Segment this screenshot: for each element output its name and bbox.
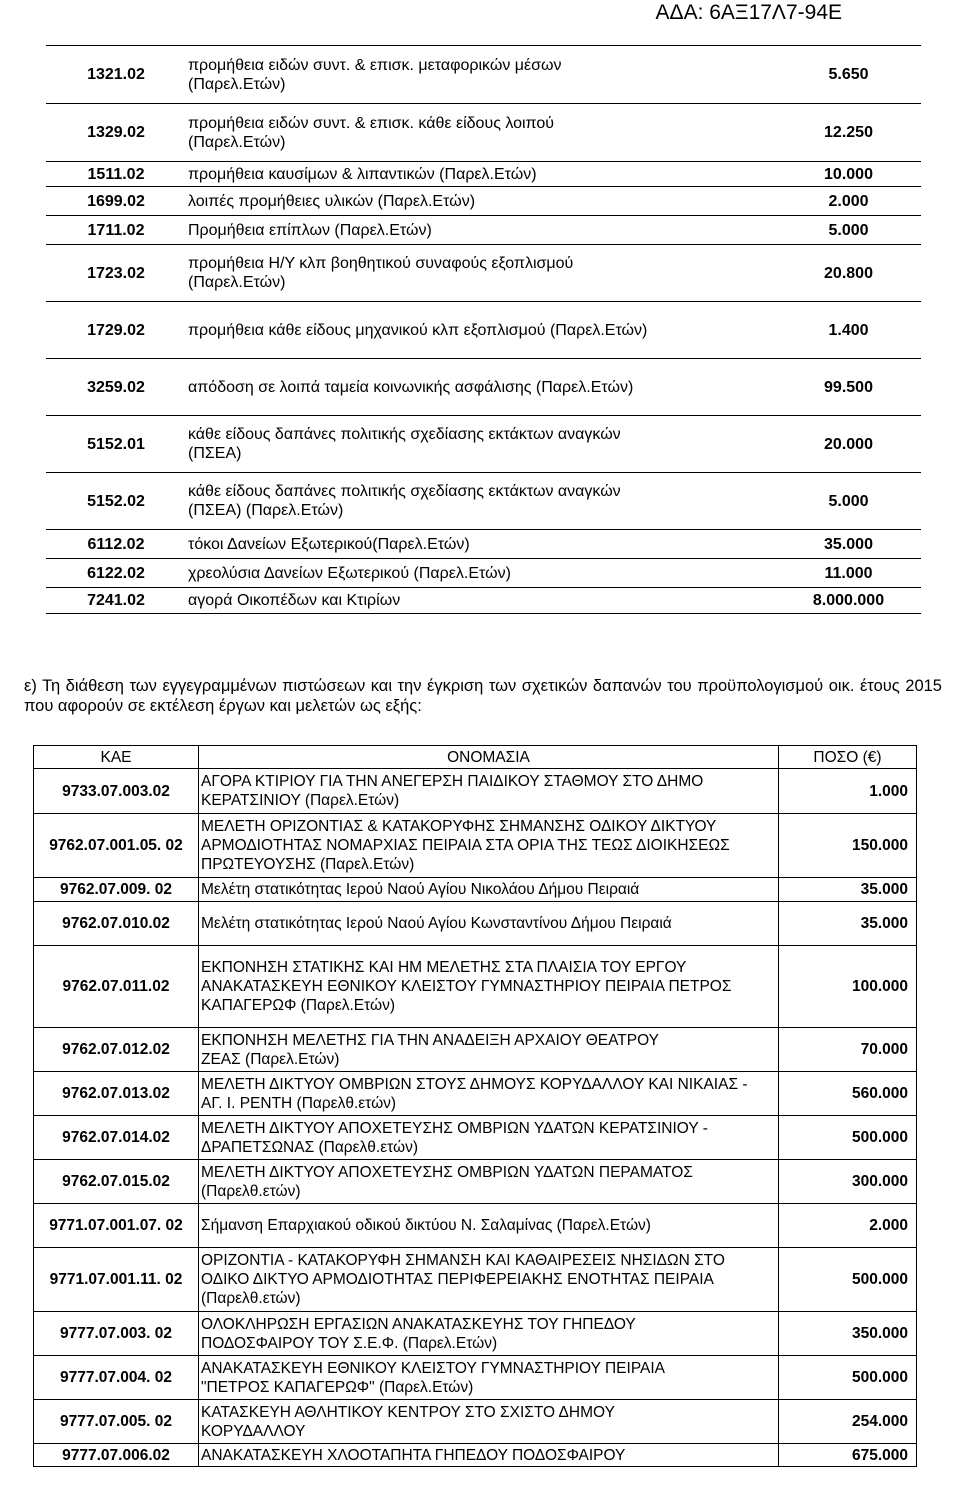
table-row (34, 1072, 917, 1116)
name-cell: ΑΝΑΚΑΤΑΣΚΕΥΗ ΧΛΟΟΤΑΠΗΤΑ ΓΗΠΕΔΟΥ ΠΟΔΟΣΦΑΙΡΟΥ (199, 1444, 779, 1467)
table-row (46, 245, 921, 302)
amount-cell: 10.000 (824, 165, 873, 183)
name-cell: ΕΚΠΟΝΗΣΗ ΣΤΑΤΙΚΗΣ ΚΑΙ ΗΜ ΜΕΛΕΤΗΣ ΣΤΑ ΠΛΑΙΣΙΑ ΤΟΥ ΕΡΓΟΥ ΑΝΑΚΑΤΑΣΚΕΥΗ ΕΘΝΙΚΟΥ ΚΛΕΙΣΤΟΥ ΓΥΜΝΑΣΤΗΡΙΟΥ ΠΕΙΡΑΙΑ ΠΕΤΡΟΣ ΚΑΠΑΓΕΡΩΦ (Παρελ.Ετών) (199, 946, 779, 1028)
table-row (34, 1356, 917, 1400)
code-cell: 1699.02 (87, 192, 145, 210)
table-row (46, 359, 921, 416)
kae-cell: 9762.07.011.02 (34, 946, 199, 1028)
kae-cell: 9771.07.001.11. 02 (34, 1248, 199, 1312)
amount-cell: 5.000 (828, 221, 869, 239)
amount-cell: 1.400 (828, 321, 869, 339)
table-row (34, 814, 917, 878)
table-row (46, 416, 921, 473)
name-cell: ΜΕΛΕΤΗ ΔΙΚΤΥΟΥ ΑΠΟΧΕΤΕΥΣΗΣ ΟΜΒΡΙΩΝ ΥΔΑΤΩΝ ΠΕΡΑΜΑΤΟΣ (Παρελθ.ετών) (199, 1160, 779, 1204)
name-cell: Μελέτη στατικότητας Ιερού Ναού Αγίου Κωνσταντίνου Δήμου Πειραιά (199, 902, 779, 946)
name-cell: Σήμανση Επαρχιακού οδικού δικτύου Ν. Σαλαμίνας (Παρελ.Ετών) (199, 1204, 779, 1248)
code-cell: 1511.02 (87, 165, 145, 183)
name-cell: ΜΕΛΕΤΗ ΟΡΙΖΟΝΤΙΑΣ & ΚΑΤΑΚΟΡΥΦΗΣ ΣΗΜΑΝΣΗΣ ΟΔΙΚΟΥ ΔΙΚΤΥΟΥ ΑΡΜΟΔΙΟΤΗΤΑΣ ΝΟΜΑΡΧΙΑΣ ΠΕΙΡΑΙΑ ΣΤΑ ΟΡΙΑ ΤΗΣ ΤΕΩΣ ΔΙΟΙΚΗΣΕΩΣ ΠΡΩΤΕΥΟΥΣΗΣ (Παρελ.Ετών) (199, 814, 779, 878)
amount-cell: 2.000 (828, 192, 869, 210)
name-cell: Μελέτη στατικότητας Ιερού Ναού Αγίου Νικολάου Δήμου Πειραιά (199, 878, 779, 902)
name-cell: ΕΚΠΟΝΗΣΗ ΜΕΛΕΤΗΣ ΓΙΑ ΤΗΝ ΑΝΑΔΕΙΞΗ ΑΡΧΑΙΟΥ ΘΕΑΤΡΟΥ ΖΕΑΣ (Παρελ.Ετών) (199, 1028, 779, 1072)
amount-cell: 675.000 (779, 1444, 917, 1467)
table-row (46, 187, 921, 216)
kae-cell: 9762.07.014.02 (34, 1116, 199, 1160)
table-row (34, 1028, 917, 1072)
desc-cell: λοιπές προμήθειες υλικών (Παρελ.Ετών) (188, 192, 476, 210)
table-row (34, 1312, 917, 1356)
desc-cell: Προμήθεια επίπλων (Παρελ.Ετών) (188, 221, 432, 239)
name-header: ΟΝΟΜΑΣΙΑ (199, 746, 779, 769)
amount-cell: 300.000 (779, 1160, 917, 1204)
amount-cell: 5.650 (828, 66, 869, 83)
name-cell: ΟΡΙΖΟΝΤΙΑ - ΚΑΤΑΚΟΡΥΦΗ ΣΗΜΑΝΣΗ ΚΑΙ ΚΑΘΑΙΡΕΣΕΙΣ ΝΗΣΙΔΩΝ ΣΤΟ ΟΔΙΚΟ ΔΙΚΤΥΟ ΑΡΜΟΔΙΟΤΗΤΑΣ ΠΕΡΙΦΕΡΕΙΑΚΗΣ ΕΝΟΤΗΤΑΣ ΠΕΙΡΑΙΑ (Παρελθ.ετών) (199, 1248, 779, 1312)
desc-cell: προμήθεια ειδών συντ. & επισκ. μεταφορικών μέσων (Παρελ.Ετών) (188, 56, 562, 93)
code-cell: 3259.02 (87, 378, 145, 396)
table-row (34, 1204, 917, 1248)
table-row (34, 1444, 917, 1467)
desc-cell: κάθε είδους δαπάνες πολιτικής σχεδίασης εκτάκτων αναγκών (ΠΣΕΑ) (Παρελ.Ετών) (188, 483, 621, 519)
table-row (34, 1400, 917, 1444)
desc-cell: χρεολύσια Δανείων Εξωτερικού (Παρελ.Ετών) (188, 564, 511, 582)
amount-cell: 35.000 (779, 878, 917, 902)
code-cell: 1723.02 (87, 264, 145, 282)
table-row (34, 1248, 917, 1312)
table-row (46, 162, 921, 187)
amount-cell: 5.000 (828, 492, 869, 510)
amount-cell: 350.000 (779, 1312, 917, 1356)
table-row (34, 878, 917, 902)
amount-cell: 1.000 (779, 769, 917, 814)
kae-cell: 9762.07.010.02 (34, 902, 199, 946)
desc-cell: αγορά Οικοπέδων και Κτιρίων (188, 592, 401, 609)
kae-cell: 9762.07.001.05. 02 (34, 814, 199, 878)
amount-cell: 500.000 (779, 1116, 917, 1160)
name-cell: ΚΑΤΑΣΚΕΥΗ ΑΘΛΗΤΙΚΟΥ ΚΕΝΤΡΟΥ ΣΤΟ ΣΧΙΣΤΟ ΔΗΜΟΥ ΚΟΡΥΔΑΛΛΟΥ (199, 1400, 779, 1444)
amount-cell: 8.000.000 (812, 592, 885, 609)
name-cell: ΜΕΛΕΤΗ ΔΙΚΤΥΟΥ ΑΠΟΧΕΤΕΥΣΗΣ ΟΜΒΡΙΩΝ ΥΔΑΤΩΝ ΚΕΡΑΤΣΙΝΙΟΥ - ΔΡΑΠΕΤΣΩΝΑΣ (Παρελθ.ετών) (199, 1116, 779, 1160)
table-row (34, 1160, 917, 1204)
name-cell: ΑΓΟΡΑ ΚΤΙΡΙΟΥ ΓΙΑ ΤΗΝ ΑΝΕΓΕΡΣΗ ΠΑΙΔΙΚΟΥ ΣΤΑΘΜΟΥ ΣΤΟ ΔΗΜΟ ΚΕΡΑΤΣΙΝΙΟΥ (Παρελ.Ετών) (199, 769, 779, 814)
desc-cell: απόδοση σε λοιπά ταμεία κοινωνικής ασφάλισης (Παρελ.Ετών) (188, 378, 634, 396)
code-cell: 6122.02 (87, 564, 145, 582)
amount-cell: 12.250 (824, 124, 873, 141)
table-row (46, 588, 921, 614)
table-row (46, 473, 921, 530)
desc-cell: τόκοι Δανείων Εξωτερικού(Παρελ.Ετών) (188, 535, 470, 553)
kae-cell: 9777.07.005. 02 (34, 1400, 199, 1444)
table-row (46, 530, 921, 559)
code-cell: 1329.02 (87, 124, 145, 141)
amount-cell: 560.000 (779, 1072, 917, 1116)
desc-cell: κάθε είδους δαπάνες πολιτικής σχεδίασης εκτάκτων αναγκών (ΠΣΕΑ) (188, 426, 621, 462)
code-cell: 1729.02 (87, 321, 145, 339)
kae-cell: 9777.07.004. 02 (34, 1356, 199, 1400)
amount-cell: 35.000 (779, 902, 917, 946)
desc-cell: προμήθεια καυσίμων & λιπαντικών (Παρελ.Ετών) (188, 165, 537, 183)
kae-cell: 9777.07.003. 02 (34, 1312, 199, 1356)
intro-paragraph: ε) Τη διάθεση των εγγεγραμμένων πιστώσεων και την έγκριση των σχετικών δαπανών του προϋπολογισμού οικ. έτους 2015 που αφορούν σε εκτέλεση έργων και μελετών ως εξής: (24, 677, 942, 715)
amount-cell: 35.000 (824, 535, 873, 553)
table-row (34, 769, 917, 814)
kae-header: ΚΑΕ (34, 746, 199, 769)
name-cell: ΑΝΑΚΑΤΑΣΚΕΥΗ ΕΘΝΙΚΟΥ ΚΛΕΙΣΤΟΥ ΓΥΜΝΑΣΤΗΡΙΟΥ ΠΕΙΡΑΙΑ "ΠΕΤΡΟΣ ΚΑΠΑΓΕΡΩΦ" (Παρελ.Ετών) (199, 1356, 779, 1400)
table-row (34, 946, 917, 1028)
kae-cell: 9777.07.006.02 (34, 1444, 199, 1467)
amount-cell: 20.000 (824, 435, 873, 453)
table-row (46, 216, 921, 245)
table-row (46, 104, 921, 162)
table-row (34, 1116, 917, 1160)
kae-cell: 9762.07.012.02 (34, 1028, 199, 1072)
amount-cell: 500.000 (779, 1248, 917, 1312)
kae-cell: 9762.07.009. 02 (34, 878, 199, 902)
kae-cell: 9771.07.001.07. 02 (34, 1204, 199, 1248)
amount-cell: 500.000 (779, 1356, 917, 1400)
amount-header: ΠΟΣΟ (€) (779, 746, 917, 769)
name-cell: ΜΕΛΕΤΗ ΔΙΚΤΥΟΥ ΟΜΒΡΙΩΝ ΣΤΟΥΣ ΔΗΜΟΥΣ ΚΟΡΥΔΑΛΛΟΥ ΚΑΙ ΝΙΚΑΙΑΣ - ΑΓ. Ι. ΡΕΝΤΗ (Παρελθ.ετών) (199, 1072, 779, 1116)
ada-identifier: ΑΔΑ: 6ΑΞ17Λ7-94Ε (655, 1, 842, 24)
amount-cell: 150.000 (779, 814, 917, 878)
code-cell: 5152.02 (87, 492, 145, 510)
desc-cell: προμήθεια κάθε είδους μηχανικού κλπ εξοπλισμού (Παρελ.Ετών) (188, 321, 648, 339)
code-cell: 6112.02 (87, 535, 145, 553)
code-cell: 7241.02 (87, 592, 145, 609)
table-row (46, 46, 921, 104)
amount-cell: 20.800 (824, 264, 873, 282)
amount-cell: 2.000 (779, 1204, 917, 1248)
amount-cell: 100.000 (779, 946, 917, 1028)
desc-cell: προμήθεια ειδών συντ. & επισκ. κάθε είδους λοιπού (Παρελ.Ετών) (188, 114, 555, 151)
budget-table-1 (46, 45, 921, 614)
name-cell: ΟΛΟΚΛΗΡΩΣΗ ΕΡΓΑΣΙΩΝ ΑΝΑΚΑΤΑΣΚΕΥΗΣ ΤΟΥ ΓΗΠΕΔΟΥ ΠΟΔΟΣΦΑΙΡΟΥ ΤΟΥ Σ.Ε.Φ. (Παρελ.Ετών) (199, 1312, 779, 1356)
table-row (46, 302, 921, 359)
kae-cell: 9762.07.015.02 (34, 1160, 199, 1204)
table-row (34, 902, 917, 946)
kae-cell: 9762.07.013.02 (34, 1072, 199, 1116)
code-cell: 1321.02 (87, 66, 145, 83)
amount-cell: 70.000 (779, 1028, 917, 1072)
amount-cell: 254.000 (779, 1400, 917, 1444)
amount-cell: 99.500 (824, 378, 873, 396)
table-row (46, 559, 921, 588)
table-header-row (34, 746, 917, 769)
desc-cell: προμήθεια Η/Υ κλπ βοηθητικού συναφούς εξοπλισμού (Παρελ.Ετών) (188, 255, 574, 291)
code-cell: 5152.01 (87, 435, 145, 453)
projects-table (33, 745, 917, 1467)
code-cell: 1711.02 (87, 221, 145, 239)
kae-cell: 9733.07.003.02 (34, 769, 199, 814)
amount-cell: 11.000 (824, 564, 873, 582)
